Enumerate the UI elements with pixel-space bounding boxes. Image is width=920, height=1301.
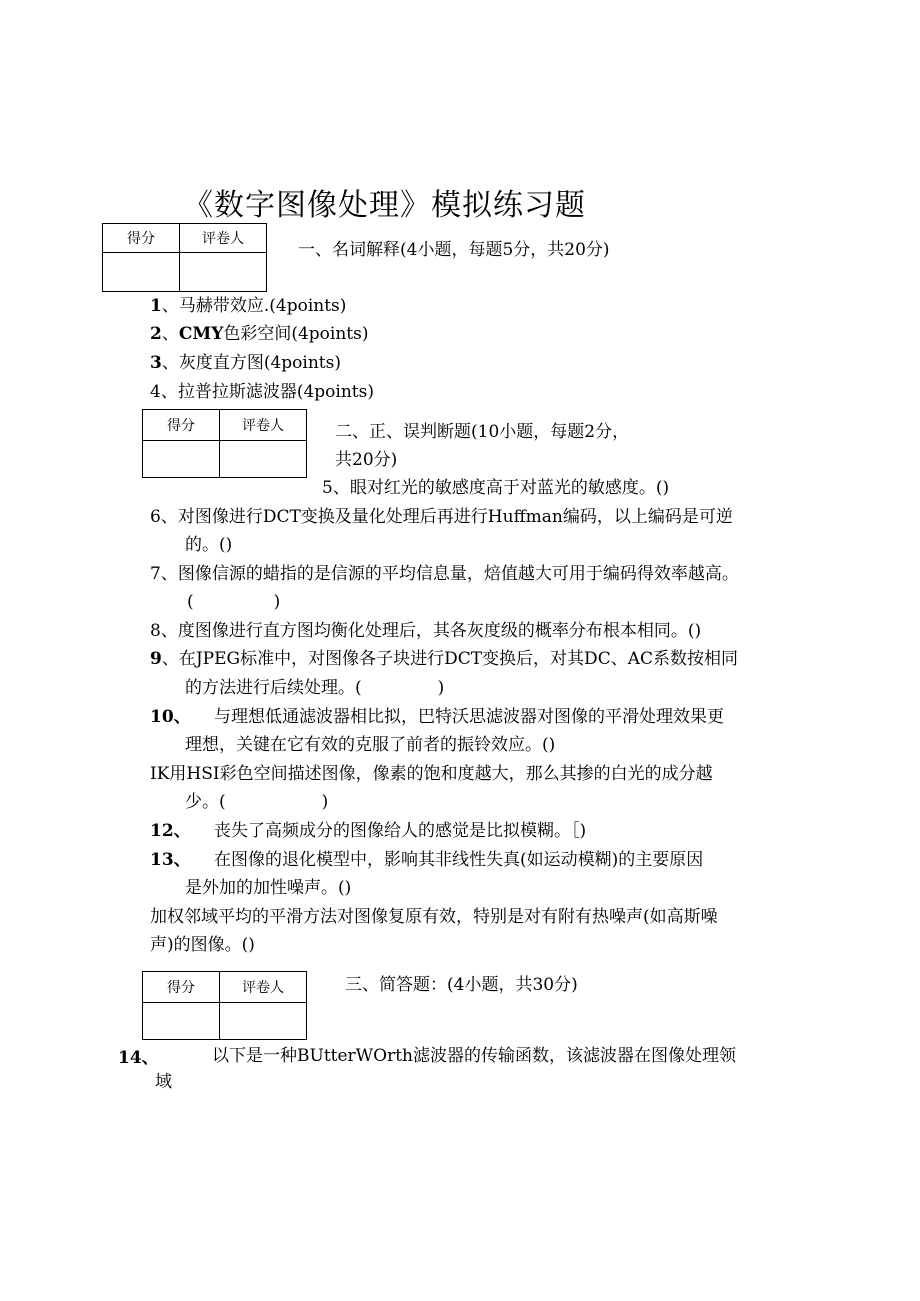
q7-line2 — [187, 592, 280, 612]
q9-num: 9 — [150, 649, 162, 669]
q14-line1: 加权邻域平均的平滑方法对图像复原有效，特别是对有附有热噪声(如高斯噪 — [150, 907, 718, 927]
s1-item-sep: 、 — [161, 353, 179, 373]
score-cell — [143, 1003, 220, 1040]
score-table-2 — [142, 409, 307, 478]
paren-close: ) — [273, 592, 281, 612]
grader-cell — [220, 441, 307, 478]
q5: 5、眼对红光的敏感度高于对蓝光的敏感度。() — [322, 478, 670, 498]
score-label: 得分 — [103, 224, 180, 253]
paren-close: ) — [321, 792, 329, 812]
q9-line1 — [150, 649, 738, 669]
q9-line2 — [185, 678, 444, 698]
grader-label: 评卷人 — [220, 972, 307, 1003]
score-cell — [143, 441, 220, 478]
q9-line2-text: 的方法进行后续处理。( — [185, 678, 362, 698]
s1-item-1 — [150, 296, 346, 316]
q13-line2: 是外加的加性噪声。() — [185, 878, 352, 898]
q6-line1: 6、对图像进行DCT变换及量化处理后再进行Huffman编码，以上编码是可逆 — [150, 507, 733, 527]
s1-item-sep: 、 — [160, 382, 178, 402]
s3-q14-line2: 域 — [155, 1072, 172, 1092]
score-label: 得分 — [143, 972, 220, 1003]
section2-heading-line1: 二、正、误判断题(10小题，每题2分， — [335, 422, 630, 442]
grader-label: 评卷人 — [220, 410, 307, 441]
q11-line1: IK用HSI彩色空间描述图像，像素的饱和度越大，那么其掺的白光的成分越 — [150, 764, 713, 784]
paren-close: ) — [437, 678, 445, 698]
q13-line1: 在图像的退化模型中，影响其非线性失真(如运动模糊)的主要原因 — [214, 850, 704, 870]
grader-cell — [180, 253, 267, 292]
s1-item-text: 灰度直方图(4points) — [178, 353, 341, 373]
q13-num: 13、 — [150, 850, 191, 870]
s1-item-4 — [150, 382, 374, 402]
s1-item-num: 4 — [150, 382, 161, 402]
s1-item-text: 拉普拉斯滤波器(4points) — [177, 382, 374, 402]
q12-num: 12、 — [150, 821, 191, 841]
score-label: 得分 — [143, 410, 220, 441]
s1-item-3 — [150, 353, 341, 373]
grader-label: 评卷人 — [180, 224, 267, 253]
s1-item-2 — [150, 324, 368, 344]
q7-line1: 7、图像信源的蜡指的是信源的平均信息量，焙值越大可用于编码得效率越高。 — [150, 564, 739, 584]
q12-text: 丧失了高频成分的图像给人的感觉是比拟模糊。［) — [214, 821, 587, 841]
s1-item-sep: 、 — [161, 296, 179, 316]
s1-item-bold: CMY — [178, 324, 224, 344]
q10-line2: 理想，关键在它有效的克服了前者的振铃效应。() — [185, 735, 556, 755]
s3-q14-num: 14、 — [118, 1048, 159, 1068]
q11-line2-text: 少。( — [185, 792, 226, 812]
s1-item-num: 2 — [150, 324, 162, 344]
section3-heading: 三、简答题：(4小题，共30分) — [345, 975, 578, 995]
score-table-3 — [142, 971, 307, 1040]
s1-item-sep: 、 — [161, 324, 179, 344]
q14-line2: 声)的图像。() — [150, 935, 255, 955]
section2-heading-line2: 共20分) — [335, 450, 398, 470]
grader-cell — [220, 1003, 307, 1040]
q8: 8、度图像进行直方图均衡化处理后，其各灰度级的概率分布根本相同。() — [150, 621, 702, 641]
s1-item-text: 色彩空间(4points) — [223, 324, 369, 344]
s1-item-num: 3 — [150, 353, 162, 373]
section1-heading: 一、名词解释(4小题，每题5分，共20分) — [298, 240, 610, 260]
q10-line1: 与理想低通滤波器相比拟，巴特沃思滤波器对图像的平滑处理效果更 — [214, 707, 724, 727]
q6-line2: 的。() — [185, 535, 233, 555]
s1-item-num: 1 — [150, 296, 162, 316]
score-table-1 — [102, 223, 267, 292]
q10-num: 10、 — [150, 707, 191, 727]
q9-text: 、在JPEG标准中，对图像各子块进行DCT变换后，对其DC、AC系数按相同 — [161, 649, 738, 669]
s3-q14-line1: 以下是一种BUtterWOrth滤波器的传输函数，该滤波器在图像处理领 — [212, 1046, 736, 1066]
score-cell — [103, 253, 180, 292]
s1-item-text: 马赫带效应.(4points) — [178, 296, 347, 316]
q11-line2 — [185, 792, 328, 812]
paren-open: ( — [187, 592, 194, 612]
document-title: 《数字图像处理》模拟练习题 — [183, 188, 586, 223]
